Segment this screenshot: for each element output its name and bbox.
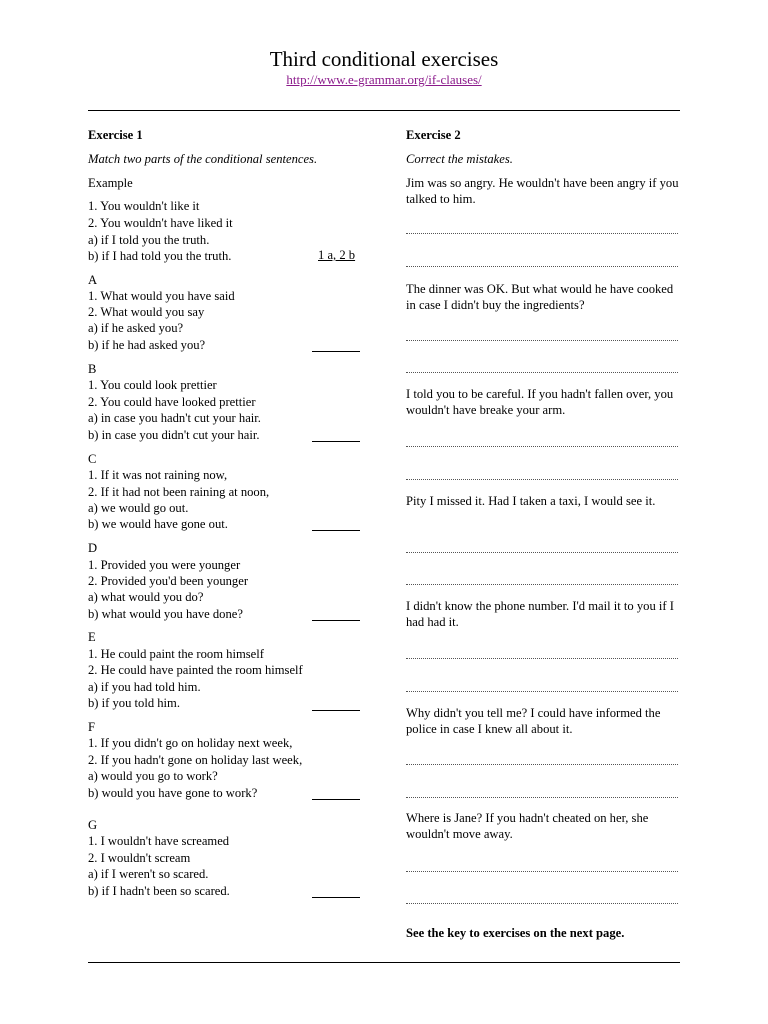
item-line: b) what would you have done? (88, 607, 243, 621)
exercise2-prompt: I told you to be careful. If you hadn't fallen over, you wouldn't have breake your arm. (406, 387, 674, 418)
exercise2-prompt: The dinner was OK. But what would he have cooked in case I didn't buy the ingredients? (406, 282, 674, 313)
top-divider (88, 110, 680, 111)
example-line: b) if I had told you the truth. (88, 249, 232, 263)
example-line: 2. You wouldn't have liked it (88, 216, 233, 230)
item-line: a) we would go out. (88, 501, 189, 515)
answer-line[interactable] (406, 479, 678, 480)
page-title: Third conditional exercises (269, 47, 499, 71)
answer-key-note: See the key to exercises on the next page. (406, 926, 625, 940)
exercise2-heading: Exercise 2 (406, 128, 461, 142)
example-label: Example (88, 176, 133, 190)
item-line: 2. What would you say (88, 305, 205, 319)
item-line: b) if you told him. (88, 696, 180, 710)
item-letter: G (88, 818, 98, 832)
item-line: 2. I wouldn't scream (88, 851, 191, 865)
item-letter: A (88, 273, 98, 287)
exercise2-prompt: Where is Jane? If you hadn't cheated on her, she wouldn't move away. (406, 811, 649, 842)
answer-blank[interactable] (312, 710, 360, 711)
answer-blank[interactable] (312, 799, 360, 800)
item-letter: B (88, 362, 97, 376)
answer-line[interactable] (406, 764, 678, 765)
answer-line[interactable] (406, 658, 678, 659)
answer-line[interactable] (406, 903, 678, 904)
exercise1-heading: Exercise 1 (88, 128, 143, 142)
item-line: 1. I wouldn't have screamed (88, 834, 230, 848)
answer-blank[interactable] (312, 620, 360, 621)
answer-blank[interactable] (312, 441, 360, 442)
item-line: 2. Provided you'd been younger (88, 574, 249, 588)
answer-line[interactable] (406, 871, 678, 872)
item-letter: D (88, 541, 98, 555)
item-line: a) if he asked you? (88, 321, 184, 335)
item-line: b) if I hadn't been so scared. (88, 884, 230, 898)
item-line: a) if I weren't so scared. (88, 867, 209, 881)
item-line: 2. He could have painted the room himself (88, 663, 303, 677)
item-line: 1. You could look prettier (88, 378, 217, 392)
item-line: a) in case you hadn't cut your hair. (88, 411, 261, 425)
source-link[interactable]: http://www.e-grammar.org/if-clauses/ (286, 72, 482, 87)
exercise2-prompt: Jim was so angry. He wouldn't have been angry if you talked to him. (406, 176, 679, 207)
bottom-divider (88, 962, 680, 963)
answer-line[interactable] (406, 584, 678, 585)
answer-line[interactable] (406, 552, 678, 553)
item-line: 1. If it was not raining now, (88, 468, 228, 482)
item-line: 1. He could paint the room himself (88, 647, 264, 661)
item-letter: F (88, 720, 96, 734)
item-line: 2. If you hadn't gone on holiday last week, (88, 753, 303, 767)
exercise2-prompt: Pity I missed it. Had I taken a taxi, I would see it. (406, 494, 656, 508)
answer-line[interactable] (406, 691, 678, 692)
exercise2-instruction: Correct the mistakes. (406, 152, 513, 166)
item-line: b) if he had asked you? (88, 338, 206, 352)
answer-line[interactable] (406, 797, 678, 798)
item-line: 1. If you didn't go on holiday next week, (88, 736, 293, 750)
answer-blank[interactable] (312, 897, 360, 898)
example-line: a) if I told you the truth. (88, 233, 210, 247)
exercise2-prompt: Why didn't you tell me? I could have informed the police in case I knew all about it. (406, 706, 661, 737)
item-line: b) in case you didn't cut your hair. (88, 428, 260, 442)
answer-line[interactable] (406, 372, 678, 373)
item-line: b) would you have gone to work? (88, 786, 258, 800)
exercise2-prompt: I didn't know the phone number. I'd mail it to you if I had had it. (406, 599, 674, 630)
answer-line[interactable] (406, 340, 678, 341)
item-line: 1. Provided you were younger (88, 558, 241, 572)
item-line: a) would you go to work? (88, 769, 218, 783)
answer-blank[interactable] (312, 530, 360, 531)
item-line: b) we would have gone out. (88, 517, 228, 531)
example-answer: 1 a, 2 b (318, 248, 356, 262)
item-line: 1. What would you have said (88, 289, 235, 303)
item-line: 2. You could have looked prettier (88, 395, 256, 409)
example-line: 1. You wouldn't like it (88, 199, 200, 213)
item-line: a) if you had told him. (88, 680, 201, 694)
answer-line[interactable] (406, 266, 678, 267)
item-letter: E (88, 630, 96, 644)
item-line: 2. If it had not been raining at noon, (88, 485, 270, 499)
item-letter: C (88, 452, 97, 466)
exercise1-instruction: Match two parts of the conditional sentences. (88, 152, 318, 166)
answer-line[interactable] (406, 446, 678, 447)
answer-line[interactable] (406, 233, 678, 234)
answer-blank[interactable] (312, 351, 360, 352)
item-line: a) what would you do? (88, 590, 204, 604)
